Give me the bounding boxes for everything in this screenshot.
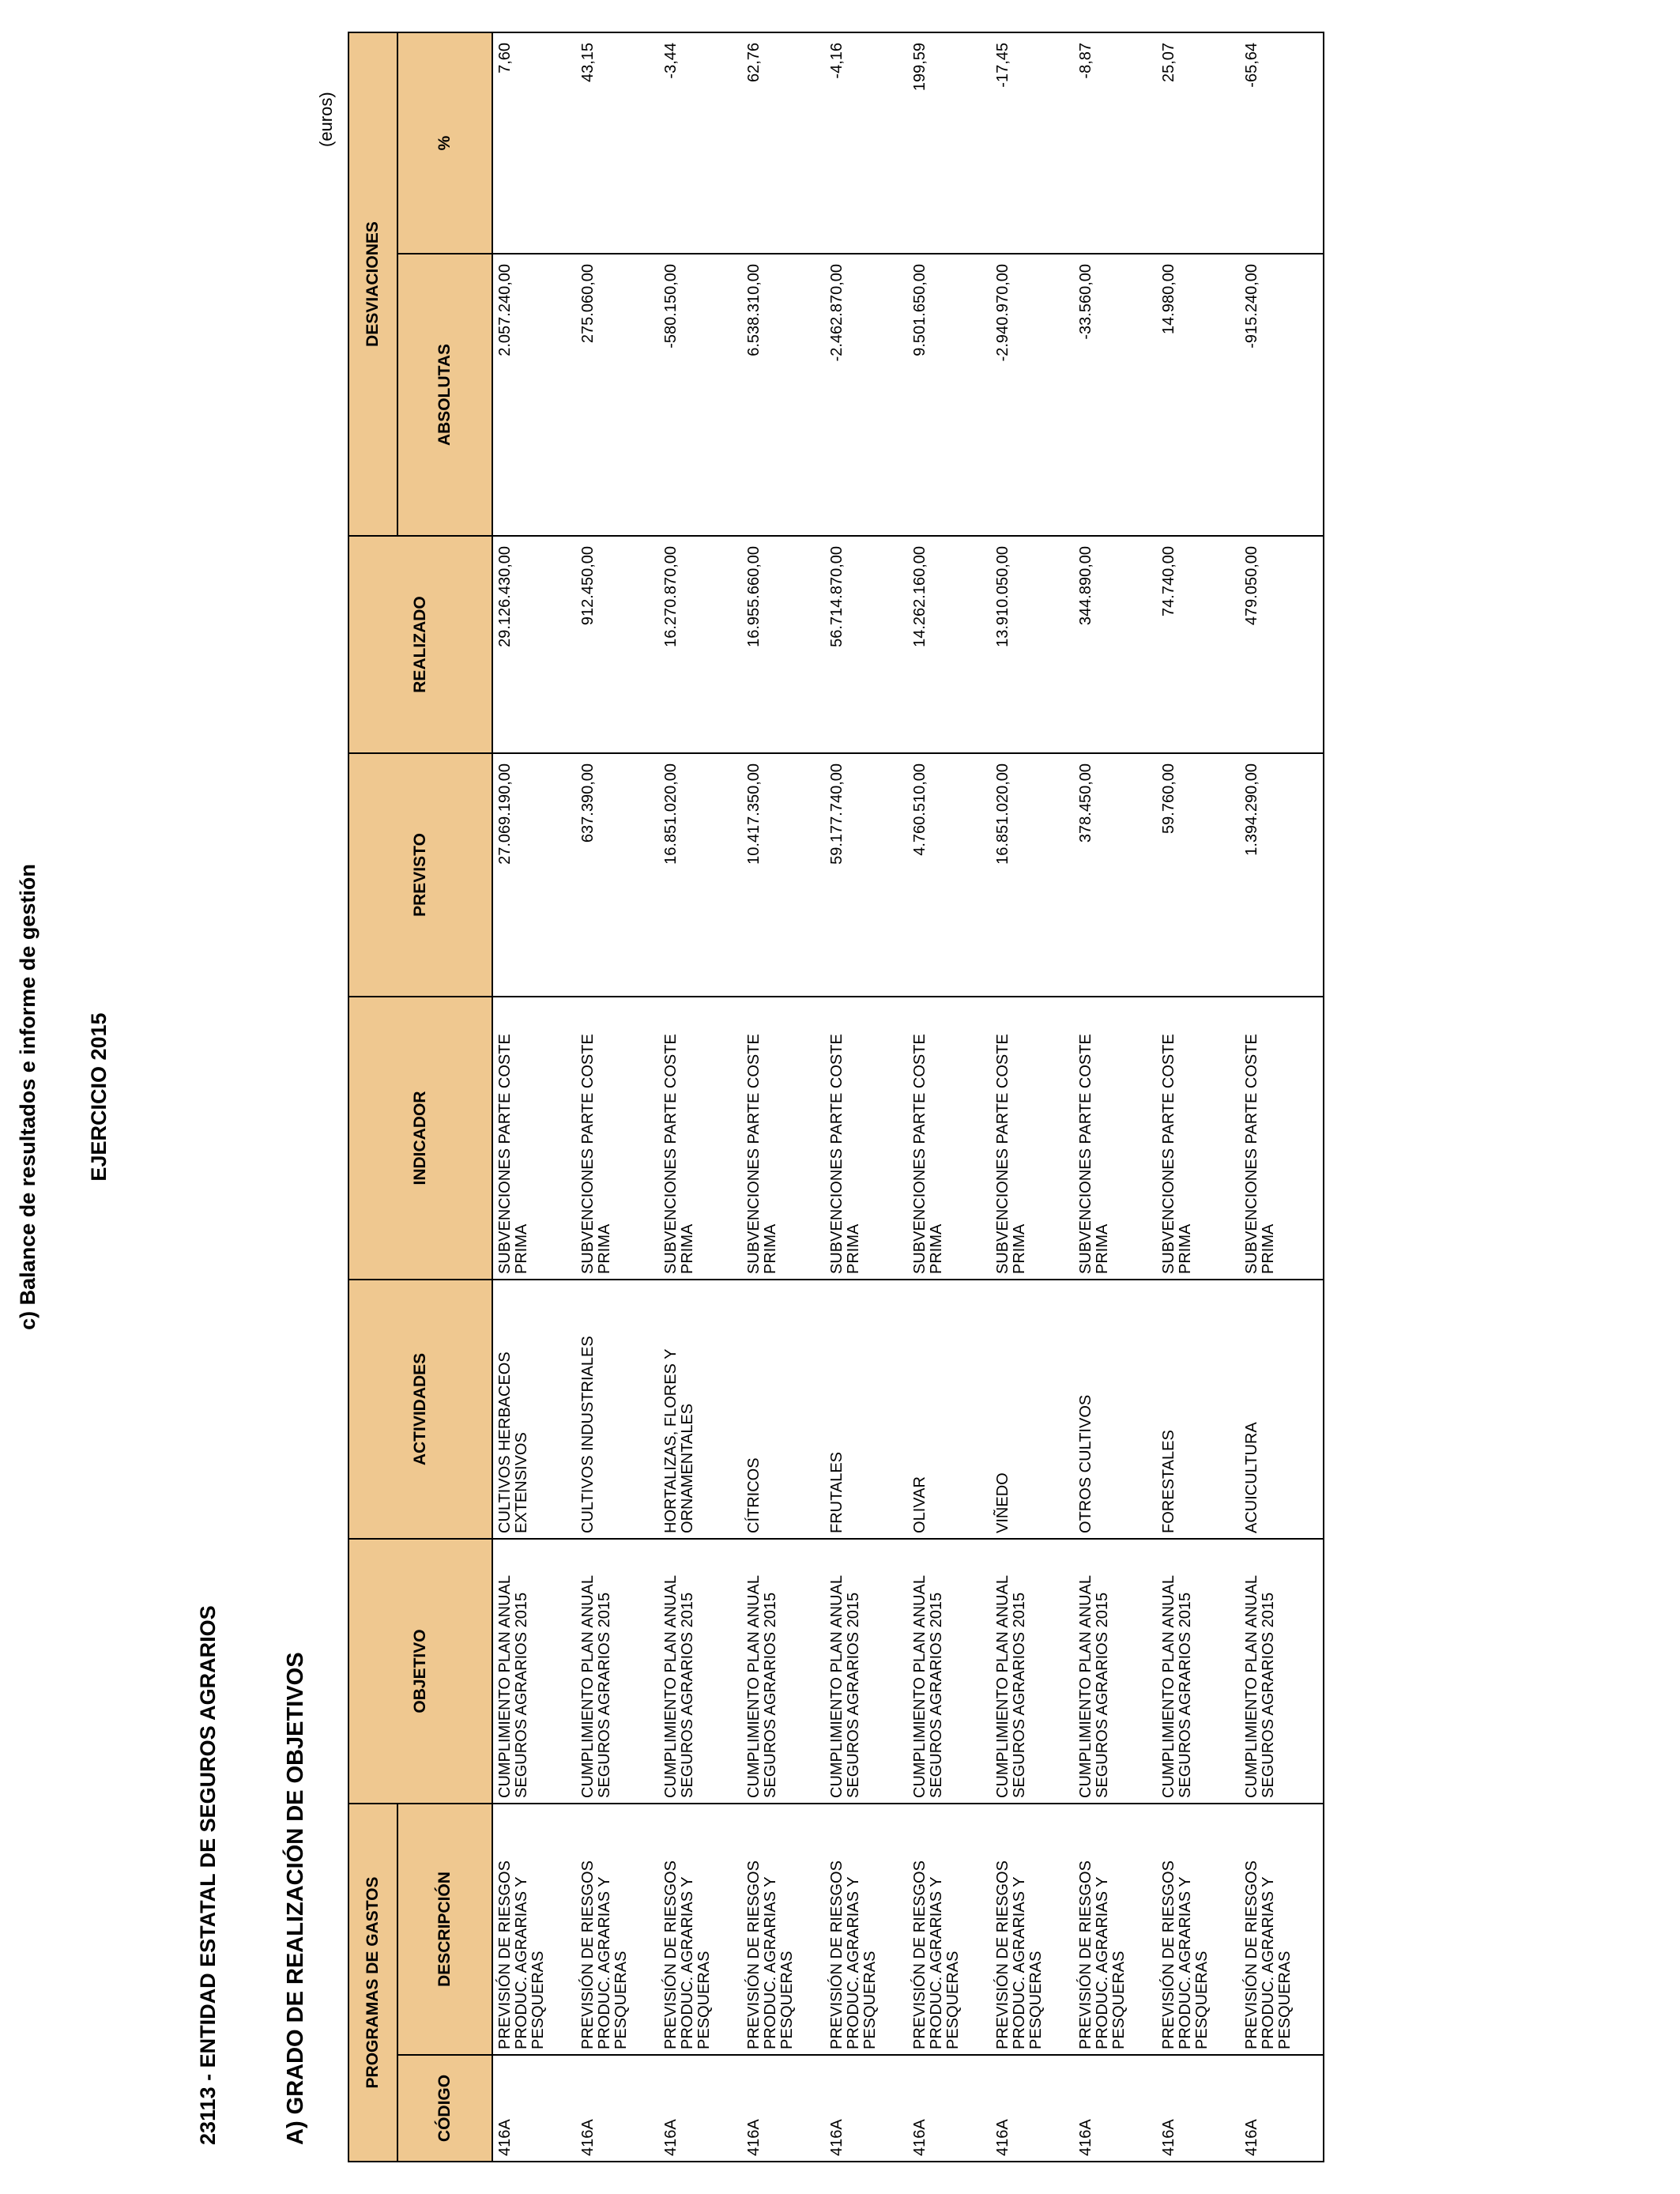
- col-header-pct: %: [397, 32, 492, 254]
- group-header-programas: PROGRAMAS DE GASTOS: [348, 1804, 397, 2162]
- cell-actividades: ACUICULTURA: [1240, 1280, 1324, 1539]
- cell-actividades: CÍTRICOS: [742, 1280, 825, 1539]
- cell-descripcion: PREVISIÓN DE RIESGOS PRODUC. AGRARIAS Y PESQUERAS: [742, 1804, 825, 2055]
- cell-previsto: 4.760.510,00: [908, 753, 991, 997]
- col-header-realizado: REALIZADO: [348, 536, 492, 753]
- cell-absolutas: -915.240,00: [1240, 254, 1324, 536]
- cell-actividades: FRUTALES: [825, 1280, 908, 1539]
- table-row: [991, 32, 1074, 2162]
- cell-absolutas: 2.057.240,00: [492, 254, 576, 536]
- cell-indicador: SUBVENCIONES PARTE COSTE PRIMA: [1240, 997, 1324, 1280]
- cell-descripcion: PREVISIÓN DE RIESGOS PRODUC. AGRARIAS Y PESQUERAS: [576, 1804, 659, 2055]
- cell-pct: -3,44: [659, 32, 742, 254]
- cell-indicador: SUBVENCIONES PARTE COSTE PRIMA: [576, 997, 659, 1280]
- cell-indicador: SUBVENCIONES PARTE COSTE PRIMA: [742, 997, 825, 1280]
- cell-actividades: CULTIVOS INDUSTRIALES: [576, 1280, 659, 1539]
- cell-pct: 7,60: [492, 32, 576, 254]
- cell-objetivo: CUMPLIMIENTO PLAN ANUAL SEGUROS AGRARIOS 2015: [1240, 1539, 1324, 1804]
- cell-realizado: 29.126.430,00: [492, 536, 576, 753]
- cell-objetivo: CUMPLIMIENTO PLAN ANUAL SEGUROS AGRARIOS 2015: [991, 1539, 1074, 1804]
- cell-objetivo: CUMPLIMIENTO PLAN ANUAL SEGUROS AGRARIOS 2015: [492, 1539, 576, 1804]
- table-row: [576, 32, 659, 2162]
- cell-codigo: 416A: [825, 2055, 908, 2162]
- entity-title: 23113 - ENTIDAD ESTATAL DE SEGUROS AGRARIOS: [196, 1605, 220, 2145]
- table-row: [659, 32, 742, 2162]
- cell-previsto: 27.069.190,00: [492, 753, 576, 997]
- cell-actividades: FORESTALES: [1157, 1280, 1240, 1539]
- table-row: [1157, 32, 1240, 2162]
- cell-codigo: 416A: [492, 2055, 576, 2162]
- cell-indicador: SUBVENCIONES PARTE COSTE PRIMA: [908, 997, 991, 1280]
- table-row: [742, 32, 825, 2162]
- report-subtitle: A) GRADO DE REALIZACIÓN DE OBJETIVOS: [283, 1652, 308, 2145]
- cell-codigo: 416A: [1240, 2055, 1324, 2162]
- cell-previsto: 1.394.290,00: [1240, 753, 1324, 997]
- cell-pct: 25,07: [1157, 32, 1240, 254]
- header-group-row: [348, 32, 397, 2162]
- table-row: [908, 32, 991, 2162]
- cell-descripcion: PREVISIÓN DE RIESGOS PRODUC. AGRARIAS Y PESQUERAS: [908, 1804, 991, 2055]
- cell-indicador: SUBVENCIONES PARTE COSTE PRIMA: [492, 997, 576, 1280]
- cell-objetivo: CUMPLIMIENTO PLAN ANUAL SEGUROS AGRARIOS 2015: [908, 1539, 991, 1804]
- cell-realizado: 74.740,00: [1157, 536, 1240, 753]
- cell-pct: 43,15: [576, 32, 659, 254]
- cell-realizado: 14.262.160,00: [908, 536, 991, 753]
- cell-realizado: 16.955.660,00: [742, 536, 825, 753]
- cell-indicador: SUBVENCIONES PARTE COSTE PRIMA: [1074, 997, 1157, 1280]
- cell-pct: -8,87: [1074, 32, 1157, 254]
- cell-actividades: HORTALIZAS, FLORES Y ORNAMENTALES: [659, 1280, 742, 1539]
- cell-pct: -65,64: [1240, 32, 1324, 254]
- cell-codigo: 416A: [908, 2055, 991, 2162]
- cell-indicador: SUBVENCIONES PARTE COSTE PRIMA: [1157, 997, 1240, 1280]
- cell-previsto: 59.760,00: [1157, 753, 1240, 997]
- cell-pct: 199,59: [908, 32, 991, 254]
- cell-absolutas: -580.150,00: [659, 254, 742, 536]
- cell-actividades: VIÑEDO: [991, 1280, 1074, 1539]
- cell-descripcion: PREVISIÓN DE RIESGOS PRODUC. AGRARIAS Y PESQUERAS: [825, 1804, 908, 2055]
- cell-descripcion: PREVISIÓN DE RIESGOS PRODUC. AGRARIAS Y PESQUERAS: [1240, 1804, 1324, 2055]
- cell-descripcion: PREVISIÓN DE RIESGOS PRODUC. AGRARIAS Y PESQUERAS: [659, 1804, 742, 2055]
- fiscal-year: EJERCICIO 2015: [87, 1012, 111, 1182]
- cell-codigo: 416A: [1157, 2055, 1240, 2162]
- cell-objetivo: CUMPLIMIENTO PLAN ANUAL SEGUROS AGRARIOS 2015: [825, 1539, 908, 1804]
- col-header-absolutas: ABSOLUTAS: [397, 254, 492, 536]
- cell-descripcion: PREVISIÓN DE RIESGOS PRODUC. AGRARIAS Y PESQUERAS: [1074, 1804, 1157, 2055]
- cell-descripcion: PREVISIÓN DE RIESGOS PRODUC. AGRARIAS Y PESQUERAS: [991, 1804, 1074, 2055]
- cell-actividades: CULTIVOS HERBACEOS EXTENSIVOS: [492, 1280, 576, 1539]
- cell-codigo: 416A: [659, 2055, 742, 2162]
- cell-realizado: 912.450,00: [576, 536, 659, 753]
- cell-absolutas: 6.538.310,00: [742, 254, 825, 536]
- cell-pct: -4,16: [825, 32, 908, 254]
- cell-realizado: 344.890,00: [1074, 536, 1157, 753]
- cell-previsto: 378.450,00: [1074, 753, 1157, 997]
- cell-codigo: 416A: [1074, 2055, 1157, 2162]
- cell-codigo: 416A: [742, 2055, 825, 2162]
- cell-objetivo: CUMPLIMIENTO PLAN ANUAL SEGUROS AGRARIOS 2015: [1157, 1539, 1240, 1804]
- col-header-descripcion: DESCRIPCIÓN: [397, 1804, 492, 2055]
- cell-objetivo: CUMPLIMIENTO PLAN ANUAL SEGUROS AGRARIOS 2015: [1074, 1539, 1157, 1804]
- col-header-previsto: PREVISTO: [348, 753, 492, 997]
- cell-absolutas: -33.560,00: [1074, 254, 1157, 536]
- cell-pct: 62,76: [742, 32, 825, 254]
- cell-objetivo: CUMPLIMIENTO PLAN ANUAL SEGUROS AGRARIOS 2015: [576, 1539, 659, 1804]
- group-header-desviaciones: DESVIACIONES: [348, 32, 397, 536]
- cell-indicador: SUBVENCIONES PARTE COSTE PRIMA: [991, 997, 1074, 1280]
- cell-previsto: 16.851.020,00: [659, 753, 742, 997]
- table-row: [1074, 32, 1157, 2162]
- cell-descripcion: PREVISIÓN DE RIESGOS PRODUC. AGRARIAS Y PESQUERAS: [1157, 1804, 1240, 2055]
- cell-previsto: 637.390,00: [576, 753, 659, 997]
- cell-pct: -17,45: [991, 32, 1074, 254]
- cell-actividades: OLIVAR: [908, 1280, 991, 1539]
- cell-indicador: SUBVENCIONES PARTE COSTE PRIMA: [825, 997, 908, 1280]
- cell-codigo: 416A: [991, 2055, 1074, 2162]
- cell-indicador: SUBVENCIONES PARTE COSTE PRIMA: [659, 997, 742, 1280]
- cell-absolutas: 275.060,00: [576, 254, 659, 536]
- cell-codigo: 416A: [576, 2055, 659, 2162]
- cell-realizado: 13.910.050,00: [991, 536, 1074, 753]
- units-label: (euros): [316, 92, 336, 147]
- cell-absolutas: 14.980,00: [1157, 254, 1240, 536]
- col-header-actividades: ACTIVIDADES: [348, 1280, 492, 1539]
- col-header-indicador: INDICADOR: [348, 997, 492, 1280]
- col-header-codigo: CÓDIGO: [397, 2055, 492, 2162]
- table-row: [825, 32, 908, 2162]
- cell-absolutas: -2.940.970,00: [991, 254, 1074, 536]
- section-title: c) Balance de resultados e informe de gestión: [16, 864, 40, 1330]
- cell-objetivo: CUMPLIMIENTO PLAN ANUAL SEGUROS AGRARIOS 2015: [659, 1539, 742, 1804]
- cell-realizado: 16.270.870,00: [659, 536, 742, 753]
- table-row: [492, 32, 576, 2162]
- cell-absolutas: -2.462.870,00: [825, 254, 908, 536]
- cell-realizado: 479.050,00: [1240, 536, 1324, 753]
- table-row: [1240, 32, 1324, 2162]
- cell-actividades: OTROS CULTIVOS: [1074, 1280, 1157, 1539]
- cell-absolutas: 9.501.650,00: [908, 254, 991, 536]
- cell-objetivo: CUMPLIMIENTO PLAN ANUAL SEGUROS AGRARIOS 2015: [742, 1539, 825, 1804]
- cell-previsto: 10.417.350,00: [742, 753, 825, 997]
- cell-previsto: 16.851.020,00: [991, 753, 1074, 997]
- cell-descripcion: PREVISIÓN DE RIESGOS PRODUC. AGRARIAS Y PESQUERAS: [492, 1804, 576, 2055]
- cell-realizado: 56.714.870,00: [825, 536, 908, 753]
- col-header-objetivo: OBJETIVO: [348, 1539, 492, 1804]
- objectives-table: [348, 32, 1324, 2162]
- cell-previsto: 59.177.740,00: [825, 753, 908, 997]
